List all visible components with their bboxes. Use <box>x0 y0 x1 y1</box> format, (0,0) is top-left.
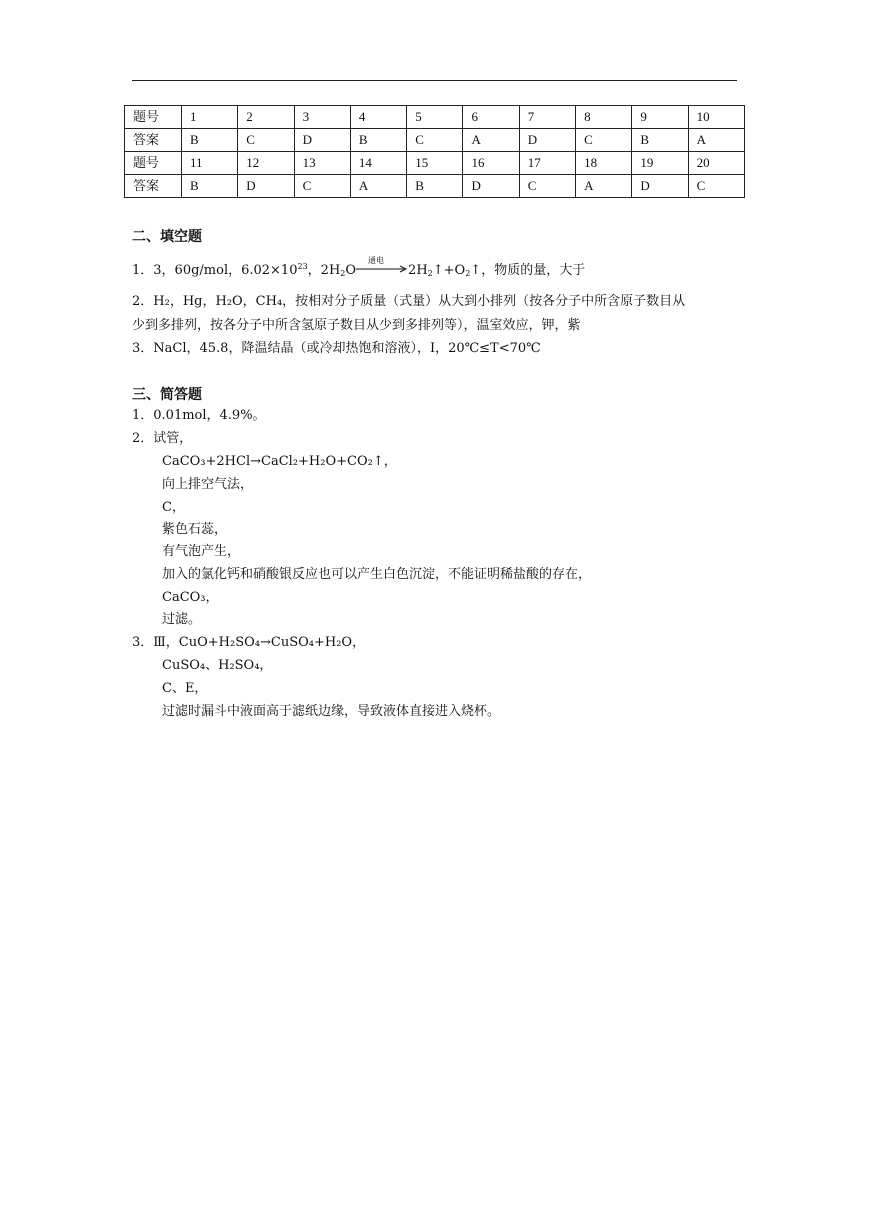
table-cell: 18 <box>576 152 632 175</box>
short-answer-q2-line: C， <box>162 500 185 515</box>
table-cell: 4 <box>350 106 406 129</box>
short-answer-q2-head: 2．试管， <box>132 431 193 446</box>
table-row <box>125 152 745 175</box>
short-answer-q3-line: CuSO₄、H₂SO₄， <box>162 658 273 673</box>
answer-table <box>124 105 745 198</box>
table-cell: B <box>632 129 688 152</box>
table-cell: 7 <box>519 106 575 129</box>
short-answer-q2-line: 有气泡产生， <box>162 544 241 559</box>
table-row <box>125 175 745 198</box>
table-cell: 8 <box>576 106 632 129</box>
table-cell: D <box>632 175 688 198</box>
short-answer-q2-line: CaCO₃+2HCl→CaCl₂+H₂O+CO₂↑， <box>162 454 397 469</box>
fill-blank-q2-line2: 少到多排列，按各分子中所含氢原子数目从少到多排列等），温室效应，钾，紫 <box>132 318 581 333</box>
table-row <box>125 129 745 152</box>
table-cell: C <box>688 175 744 198</box>
short-answer-q1: 1．0.01mol，4.9%。 <box>132 408 266 423</box>
row-header-cell: 答案 <box>125 175 182 198</box>
reaction-arrow: 通电 <box>356 261 408 275</box>
table-cell: C <box>576 129 632 152</box>
short-answer-q3-line: 过滤时漏斗中液面高于滤纸边缘，导致液体直接进入烧杯。 <box>162 704 501 719</box>
table-cell: 15 <box>407 152 463 175</box>
table-cell: B <box>182 129 238 152</box>
table-cell: 12 <box>238 152 294 175</box>
table-cell: B <box>350 129 406 152</box>
table-cell: B <box>182 175 238 198</box>
table-cell: D <box>463 175 519 198</box>
table-cell: 3 <box>294 106 350 129</box>
table-cell: A <box>688 129 744 152</box>
table-cell: 1 <box>182 106 238 129</box>
table-cell: 16 <box>463 152 519 175</box>
table-row <box>125 106 745 129</box>
fill-blank-q2-line1: 2．H₂，Hg，H₂O，CH₄，按相对分子质量（式量）从大到小排列（按各分子中所含原子数目从 <box>132 294 686 309</box>
short-answer-q3-line: C、E， <box>162 681 208 696</box>
table-cell: 20 <box>688 152 744 175</box>
table-cell: D <box>238 175 294 198</box>
table-cell: D <box>519 129 575 152</box>
short-answer-q2-line: 向上排空气法， <box>162 477 254 492</box>
table-cell: 13 <box>294 152 350 175</box>
short-answer-q2-line: 紫色石蕊， <box>162 522 228 537</box>
short-answer-q2-line: 过滤。 <box>162 612 202 627</box>
table-cell: 14 <box>350 152 406 175</box>
short-answer-q2-line: 加入的氯化钙和硝酸银反应也可以产生白色沉淀，不能证明稀盐酸的存在， <box>162 567 592 582</box>
table-cell: C <box>294 175 350 198</box>
table-cell: A <box>576 175 632 198</box>
table-cell: C <box>238 129 294 152</box>
short-answer-q2-line: CaCO₃， <box>162 590 219 605</box>
table-cell: 2 <box>238 106 294 129</box>
table-cell: 6 <box>463 106 519 129</box>
table-cell: C <box>519 175 575 198</box>
row-header-cell: 题号 <box>125 106 182 129</box>
section-title-fill-blank: 二、填空题 <box>132 229 202 245</box>
table-cell: B <box>407 175 463 198</box>
section-title-short-answer: 三、简答题 <box>132 387 202 403</box>
table-cell: C <box>407 129 463 152</box>
header-rule <box>132 80 737 81</box>
table-cell: 9 <box>632 106 688 129</box>
table-cell: 11 <box>182 152 238 175</box>
table-cell: 19 <box>632 152 688 175</box>
row-header-cell: 题号 <box>125 152 182 175</box>
table-cell: A <box>463 129 519 152</box>
fill-blank-q1: 1．3，60g/mol，$6.02\times 10^{23}$，$2H_2O$ 通电 $2H_2↑+O_2↑$，物质的量，大于 <box>132 256 586 278</box>
fill-blank-q3: 3．NaCl，45.8，降温结晶（或冷却热饱和溶液），I，20℃≤T<70℃ <box>132 341 541 356</box>
table-cell: 17 <box>519 152 575 175</box>
table-cell: 10 <box>688 106 744 129</box>
table-cell: 5 <box>407 106 463 129</box>
table-cell: D <box>294 129 350 152</box>
row-header-cell: 答案 <box>125 129 182 152</box>
table-cell: A <box>350 175 406 198</box>
short-answer-q3-head: 3．Ⅲ，CuO+H₂SO₄→CuSO₄+H₂O， <box>132 635 366 650</box>
